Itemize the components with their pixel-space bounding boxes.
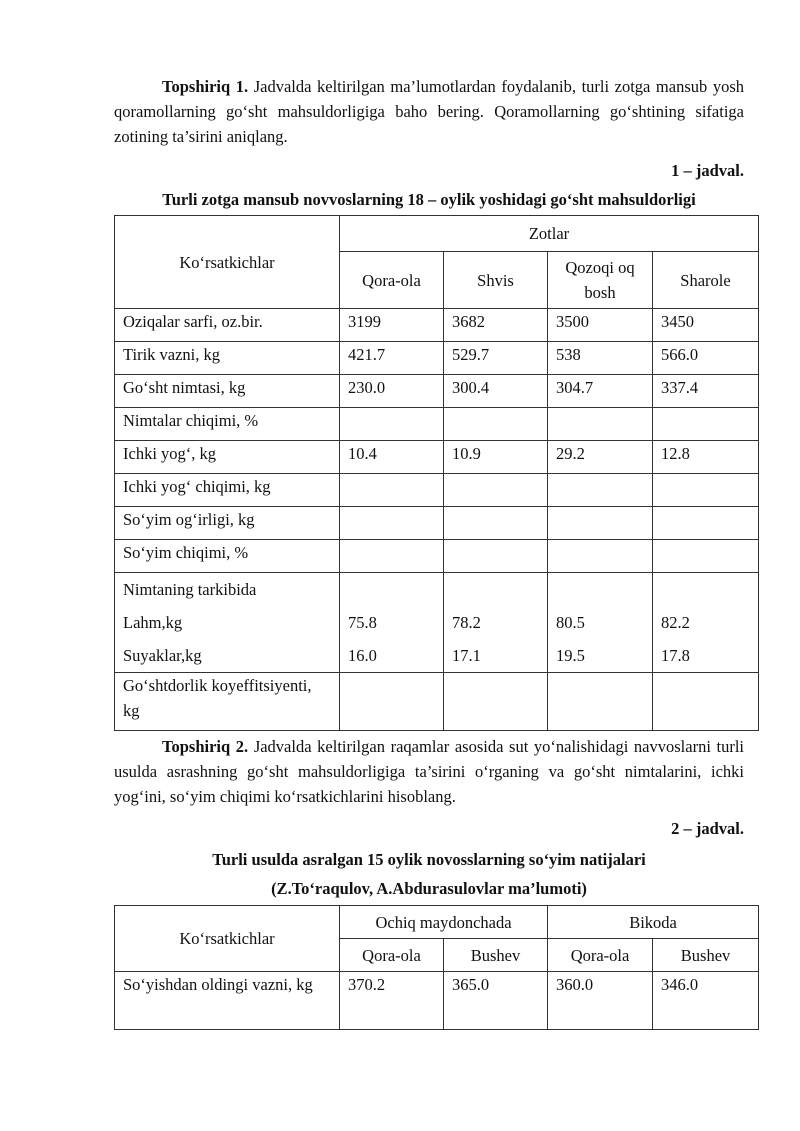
lahm-value: 80.5 [556,613,585,632]
breed-header: Sharole [653,252,759,309]
table-cell [653,507,759,540]
task2-text: Jadvalda keltirilgan raqamlar asosida sut yo‘nalishidagi navvoslarni turli usulda asrashning go‘sht mahsuldorligiga ta’sirini o‘rganing va go‘sht nimtalarini, ichki yog‘ini, so‘yim chiqimi ko‘rsatkichlarini hisoblang. [114,737,745,806]
table-row [115,474,759,507]
table-cell: 365.0 [444,972,548,1030]
table1-title: Turli zotga mansub novvoslarning 18 – oylik yoshidagi go‘sht mahsuldorligi [162,190,696,209]
row-label: Go‘shtdorlik koyeffitsiyenti, kg [115,673,340,731]
table-row [115,540,759,573]
table1-number: 1 – jadval. [671,161,744,180]
table-cell [340,474,444,507]
table2 [114,905,759,1030]
breed-header: Qora-ola [340,252,444,309]
table-cell: 337.4 [653,375,759,408]
table-cell [444,673,548,731]
table-cell [653,673,759,731]
table2-group-biko: Bikoda [548,906,759,939]
table-cell: 529.7 [444,342,548,375]
table2-subheader: Qora-ola [548,939,653,972]
table2-subheader: Qora-ola [340,939,444,972]
suyak-value: 19.5 [556,646,585,665]
breed-header: Shvis [444,252,548,309]
table-cell: 421.7 [340,342,444,375]
lahm-value: 82.2 [661,613,690,632]
table-cell [444,408,548,441]
task2-paragraph [114,734,744,809]
row-label: So‘yim og‘irligi, kg [115,507,340,540]
table-cell: 3199 [340,309,444,342]
table-row [115,408,759,441]
composition-cell [653,573,759,673]
table2-source: (Z.To‘raqulov, A.Abdurasulovlar ma’lumoti) [271,879,587,898]
table1-header-group: Zotlar [340,216,759,252]
task1-paragraph [114,74,744,149]
table-cell: 230.0 [340,375,444,408]
table-cell [340,408,444,441]
table2-subheader: Bushev [444,939,548,972]
row-label: Nimtalar chiqimi, % [115,408,340,441]
composition-cell [548,573,653,673]
document-page [114,70,744,212]
table-row [115,309,759,342]
suyak-value: 17.8 [661,646,690,665]
table-cell [444,474,548,507]
row-label: Ichki yog‘, kg [115,441,340,474]
table2-number: 2 – jadval. [671,819,744,838]
table-row [115,972,759,1030]
table1 [114,215,759,731]
table-cell [548,408,653,441]
table-cell: 370.2 [340,972,444,1030]
table2-header-indicator: Ko‘rsatkichlar [115,906,340,972]
row-label: So‘yishdan oldingi vazni, kg [115,972,340,1030]
table-row [115,375,759,408]
table-cell [653,540,759,573]
row-label: Tirik vazni, kg [115,342,340,375]
suyak-value: 16.0 [348,646,377,665]
lahm-value: 75.8 [348,613,377,632]
table-cell: 304.7 [548,375,653,408]
suyak-label: Suyaklar,kg [123,646,202,665]
row-label: Oziqalar sarfi, oz.bir. [115,309,340,342]
table-cell: 10.9 [444,441,548,474]
table-cell: 12.8 [653,441,759,474]
table-cell [340,540,444,573]
breed-header: Qozoqi oq bosh [548,252,653,309]
table-cell [548,540,653,573]
task2-block [114,734,744,901]
table-cell: 566.0 [653,342,759,375]
table-row [115,342,759,375]
table-cell: 360.0 [548,972,653,1030]
row-label: So‘yim chiqimi, % [115,540,340,573]
composition-labels [115,573,340,673]
table-cell [548,474,653,507]
table-cell [444,507,548,540]
task2-label: Topshiriq 2. [162,737,249,756]
table-cell: 3682 [444,309,548,342]
lahm-label: Lahm,kg [123,613,183,632]
composition-heading: Nimtaning tarkibida [123,580,257,599]
table-cell [653,408,759,441]
table-cell [548,507,653,540]
table-cell: 346.0 [653,972,759,1030]
table-cell: 10.4 [340,441,444,474]
suyak-value: 17.1 [452,646,481,665]
table-cell [653,474,759,507]
composition-cell [340,573,444,673]
table-cell: 29.2 [548,441,653,474]
table-cell: 3450 [653,309,759,342]
row-label: Go‘sht nimtasi, kg [115,375,340,408]
table-cell [548,673,653,731]
lahm-value: 78.2 [452,613,481,632]
table-cell: 3500 [548,309,653,342]
table-row [115,673,759,731]
table-cell: 538 [548,342,653,375]
task1-label: Topshiriq 1. [162,77,249,96]
composition-cell [444,573,548,673]
table-row [115,441,759,474]
table2-group-open: Ochiq maydonchada [340,906,548,939]
table-row-composition [115,573,759,673]
task1-text: Jadvalda keltirilgan ma’lumotlardan foydalanib, turli zotga mansub yosh qoramollarning go‘sht mahsuldorligiga baho bering. Qoramollarning go‘shtining sifatiga zotining ta’sirini aniqlang. [114,77,744,146]
table-cell [340,507,444,540]
table-cell [340,673,444,731]
row-label: Ichki yog‘ chiqimi, kg [115,474,340,507]
table-row [115,507,759,540]
table-cell [444,540,548,573]
table2-subheader: Bushev [653,939,759,972]
table1-header-indicator: Ko‘rsatkichlar [115,216,340,309]
table2-title: Turli usulda asralgan 15 oylik novosslarning so‘yim natijalari [212,850,646,869]
table-cell: 300.4 [444,375,548,408]
